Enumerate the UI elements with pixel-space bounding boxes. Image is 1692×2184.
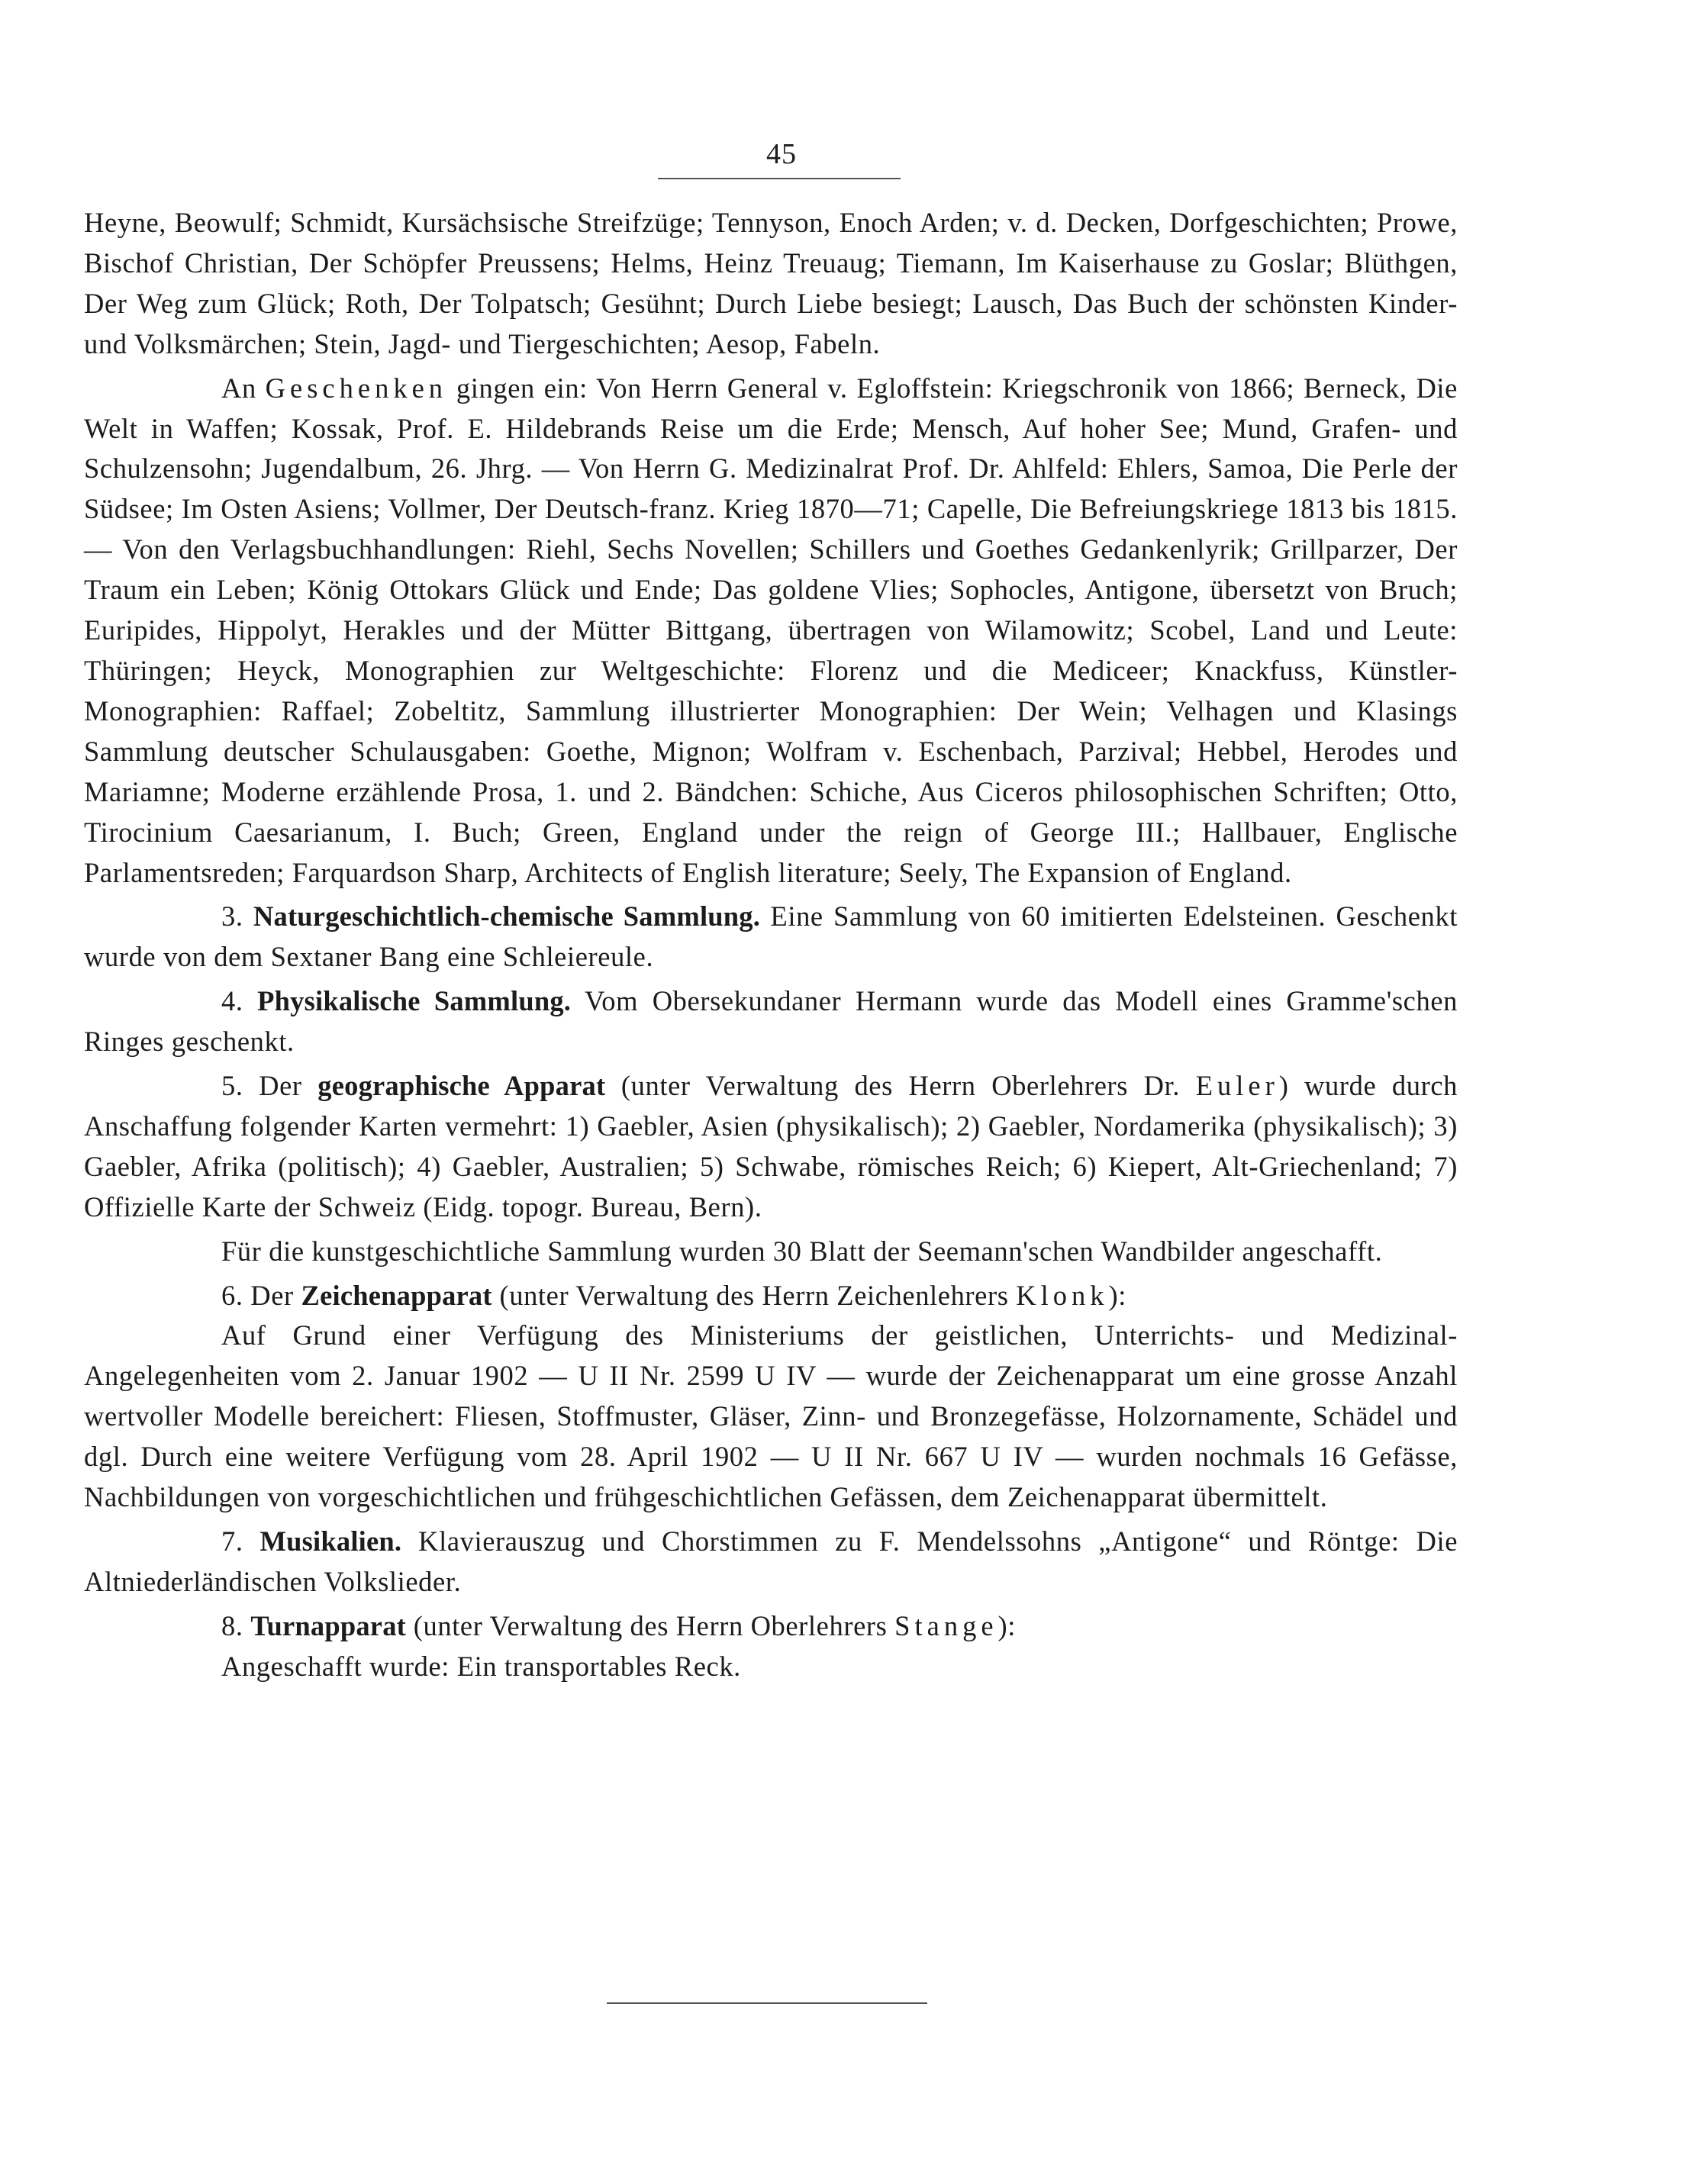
section-6-heading: Zeichenapparat (301, 1279, 492, 1311)
section-6-text-b: ): (1108, 1279, 1127, 1311)
paragraph-gifts (84, 369, 1458, 894)
bottom-rule (607, 2002, 927, 2004)
section-3-text: Eine Sammlung von 60 imitierten Edelsteinen. Geschenkt wurde von dem Sextaner Bang eine Schleiereule. (84, 900, 1458, 973)
section-7-text: Klavierauszug und Chorstimmen zu F. Mendelssohns „Antigone“ und Röntge: Die Altniederländischen Volkslieder. (84, 1525, 1458, 1597)
section-5-text-a: (unter Verwaltung des Herrn Oberlehrers Dr. (605, 1070, 1196, 1102)
section-8-text-a: (unter Verwaltung des Herrn Oberlehrers (406, 1609, 895, 1641)
section-6-text-a: (unter Verwaltung des Herrn Zeichenlehrers (491, 1279, 1017, 1311)
gifts-lead: An (221, 372, 266, 404)
section-8-text-b: ): (997, 1609, 1017, 1641)
section-8-number: 8. (221, 1609, 251, 1641)
section-7-music (84, 1522, 1458, 1603)
section-3-number: 3. (221, 900, 253, 933)
section-6-spaced-name: Klonk (1016, 1279, 1109, 1311)
paragraph-drawing-details: Auf Grund einer Verfügung des Ministeriums der geistlichen, Unterrichts- und Medizinal-Angelegenheiten vom 2. Januar 1902 — U II Nr. 2599 U IV — wurde der Zeichenapparat um eine grosse Anzahl wertvoller Modelle bereichert: Fliesen, Stoffmuster, Gläser, Zinn- und Bronzegefässe, Holzornamente, Schädel und dgl. Durch eine weitere Verfügung vom 28. April 1902 — U II Nr. 667 U IV — wurden nochmals 16 Gefässe, Nachbildungen von vorgeschichtlichen und frühgeschichtlichen Gefässen, dem Zeichenapparat übermittelt. (84, 1319, 1458, 1513)
section-4-physics (84, 981, 1458, 1062)
section-5-text-b: ) wurde durch Anschaffung folgender Karten vermehrt: 1) Gaebler, Asien (physikalisch); 2) Gaebler, Nordamerika (physikalisch); 3) Gaebler, Afrika (politisch); 4) Gaebler, Australien; 5) Schwabe, römisches Reich; 6) Kiepert, Alt-Griechenland; 7) Offizielle Karte der Schweiz (Eidg. topogr. Bureau, Bern). (84, 1070, 1458, 1222)
section-4-text: Vom Obersekundaner Hermann wurde das Modell eines Gramme'schen Ringes geschenkt. (84, 985, 1458, 1058)
section-7-number: 7. (221, 1525, 260, 1557)
paragraph-gymnastics-details: Angeschafft wurde: Ein transportables Reck. (221, 1650, 741, 1682)
page-number: 45 (766, 138, 797, 170)
section-5-geography (84, 1066, 1458, 1228)
gifts-text: gingen ein: Von Herrn General v. Egloffstein: Kriegschronik von 1866; Berneck, Die Welt in Waffen; Kossak, Prof. E. Hildebrands Reise um die Erde; Mensch, Auf hoher See; Mund, Grafen- und Schulzensohn; Jugendalbum, 26. Jhrg. — Von Herrn G. Medizinalrat Prof. Dr. Ahlfeld: Ehlers, Samoa, Die Perle der Südsee; Im Osten Asiens; Vollmer, Der Deutsch-franz. Krieg 1870—71; Capelle, Die Befreiungskriege 1813 bis 1815. — Von den Verlagsbuchhandlungen: Riehl, Sechs Novellen; Schillers und Goethes Gedankenlyrik; Grillparzer, Der Traum ein Leben; König Ottokars Glück und Ende; Das goldene Vlies; Sophocles, Antigone, übersetzt von Bruch; Euripides, Hippolyt, Herakles und der Mütter Bittgang, übertragen von Wilamowitz; Scobel, Land und Leute: Thüringen; Heyck, Monographien zur Weltgeschichte: Florenz und die Mediceer; Knackfuss, Künstler-Monographien: Raffael; Zobeltitz, Sammlung illustrierter Monographien: Der Wein; Velhagen und Klasings Sammlung deutscher Schulausgaben: Goethe, Mignon; Wolfram v. Eschenbach, Parzival; Hebbel, Herodes und Mariamne; Moderne erzählende Prosa, 1. und 2. Bändchen: Schiche, Aus Ciceros philosophischen Schriften; Otto, Tirocinium Caesarianum, I. Buch; Green, England under the reign of George III.; Hallbauer, Englische Parlamentsreden; Farquardson Sharp, Architects of English literature; Seely, The Expansion of England. (84, 372, 1458, 888)
section-4-number: 4. (221, 985, 258, 1017)
paragraph-art-history: Für die kunstgeschichtliche Sammlung wurden 30 Blatt der Seemann'schen Wandbilder angeschafft. (221, 1235, 1383, 1267)
section-8-spaced-name: Stange (894, 1609, 998, 1641)
section-4-heading: Physikalische Sammlung. (257, 985, 572, 1017)
section-8-heading: Turnapparat (250, 1609, 407, 1641)
section-3-heading: Naturgeschichtlich-chemische Sammlung. (253, 900, 761, 933)
section-5-number: 5. Der (221, 1070, 318, 1102)
document-body (84, 203, 1458, 1691)
section-6-number: 6. Der (221, 1279, 301, 1311)
section-8-gymnastics (84, 1606, 1458, 1647)
section-5-heading: geographische Apparat (317, 1070, 606, 1102)
section-3-natural-history (84, 897, 1458, 978)
section-6-drawing (84, 1276, 1458, 1316)
gifts-spaced-word: Geschenken (265, 372, 448, 404)
top-rule (658, 178, 901, 179)
section-5-spaced-name: Euler (1195, 1070, 1279, 1102)
section-7-heading: Musikalien. (259, 1525, 402, 1557)
paragraph-books-continued: Heyne, Beowulf; Schmidt, Kursächsische Streifzüge; Tennyson, Enoch Arden; v. d. Decken, Dorfgeschichten; Prowe, Bischof Christian, Der Schöpfer Preussens; Helms, Heinz Treuaug; Tiemann, Im Kaiserhause zu Goslar; Blüthgen, Der Weg zum Glück; Roth, Der Tolpatsch; Gesühnt; Durch Liebe besiegt; Lausch, Das Buch der schönsten Kinder- und Volksmärchen; Stein, Jagd- und Tiergeschichten; Aesop, Fabeln. (84, 207, 1458, 359)
